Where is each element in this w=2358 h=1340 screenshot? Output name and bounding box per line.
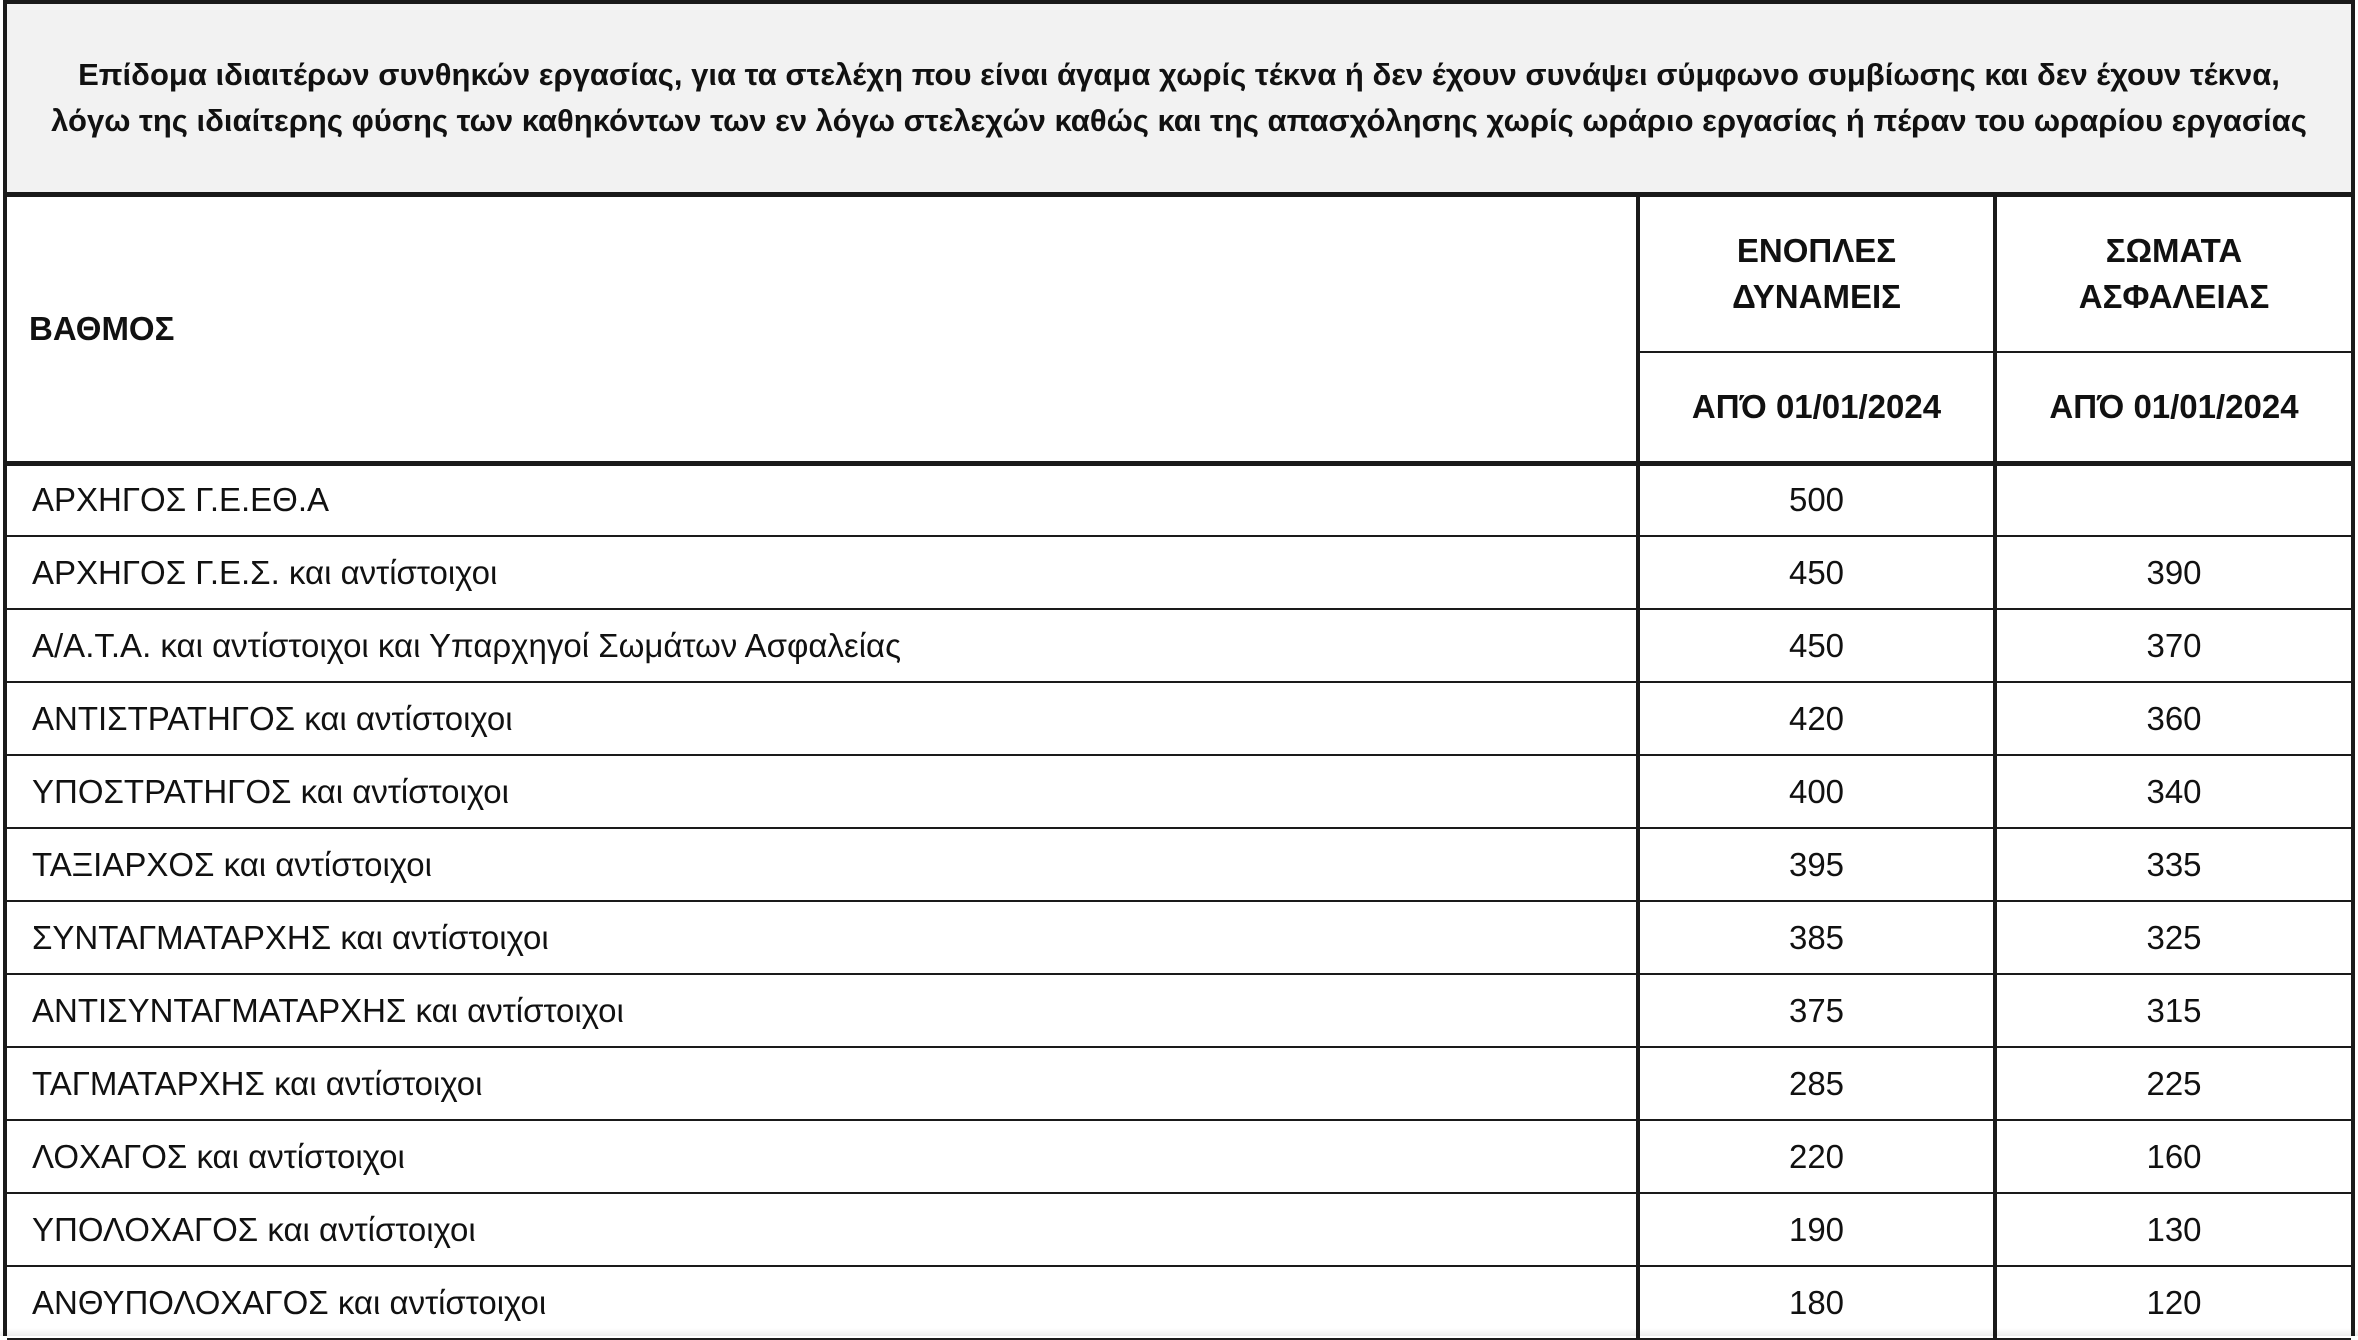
header-security-corps (1995, 197, 2351, 352)
armed-forces-value: 420 (1638, 682, 1995, 755)
table-row (7, 828, 2351, 901)
header-security-line1: ΣΩΜΑΤΑ (2105, 232, 2243, 269)
security-value: 335 (1995, 828, 2351, 901)
table-row (7, 536, 2351, 609)
header-row-groups (7, 197, 2351, 352)
armed-forces-value: 385 (1638, 901, 1995, 974)
security-value: 225 (1995, 1047, 2351, 1120)
table-row (7, 755, 2351, 828)
table-row (7, 463, 2351, 536)
table-row (7, 609, 2351, 682)
armed-forces-value: 500 (1638, 463, 1995, 536)
grade-cell: ΥΠΟΣΤΡΑΤΗΓΟΣ και αντίστοιχοι (7, 755, 1638, 828)
security-value: 120 (1995, 1266, 2351, 1339)
grade-cell: ΛΟΧΑΓΟΣ και αντίστοιχοι (7, 1120, 1638, 1193)
allowance-table-document (3, 0, 2355, 1336)
allowance-table (7, 197, 2351, 1340)
security-value: 390 (1995, 536, 2351, 609)
header-security-date: ΑΠΌ 01/01/2024 (1995, 352, 2351, 463)
armed-forces-value: 190 (1638, 1193, 1995, 1266)
header-grade: ΒΑΘΜΟΣ (7, 197, 1638, 463)
header-armed-forces-line1: ΕΝΟΠΛΕΣ (1736, 232, 1897, 269)
header-security-line2: ΑΣΦΑΛΕΙΑΣ (2078, 278, 2270, 315)
armed-forces-value: 450 (1638, 609, 1995, 682)
armed-forces-value: 180 (1638, 1266, 1995, 1339)
security-value: 340 (1995, 755, 2351, 828)
security-value: 360 (1995, 682, 2351, 755)
grade-cell: ΑΡΧΗΓΟΣ Γ.Ε.ΕΘ.Α (7, 463, 1638, 536)
grade-cell: ΑΡΧΗΓΟΣ Γ.Ε.Σ. και αντίστοιχοι (7, 536, 1638, 609)
grade-cell: ΣΥΝΤΑΓΜΑΤΑΡΧΗΣ και αντίστοιχοι (7, 901, 1638, 974)
grade-cell: Α/Α.Τ.Α. και αντίστοιχοι και Υπαρχηγοί Σωμάτων Ασφαλείας (7, 609, 1638, 682)
security-value: 130 (1995, 1193, 2351, 1266)
header-armed-forces (1638, 197, 1995, 352)
page-bottom-shadow (0, 1328, 2358, 1336)
security-value: 315 (1995, 974, 2351, 1047)
table-row (7, 974, 2351, 1047)
table-title-box (7, 4, 2351, 197)
table-row (7, 1120, 2351, 1193)
security-value: 160 (1995, 1120, 2351, 1193)
header-armed-forces-date: ΑΠΌ 01/01/2024 (1638, 352, 1995, 463)
table-row (7, 901, 2351, 974)
armed-forces-value: 220 (1638, 1120, 1995, 1193)
table-title: Επίδομα ιδιαιτέρων συνθηκών εργασίας, για τα στελέχη που είναι άγαμα χωρίς τέκνα ή δεν έχουν συνάψει σύμφωνο συμβίωσης και δεν έχουν τέκνα, λόγω της ιδιαίτερης φύσης των καθηκόντων των εν λόγω στελεχών καθώς και της απασχόλησης χωρίς ωράριο εργασίας ή πέραν του ωραρίου εργασίας (51, 57, 2307, 138)
armed-forces-value: 285 (1638, 1047, 1995, 1120)
grade-cell: ΑΝΤΙΣΤΡΑΤΗΓΟΣ και αντίστοιχοι (7, 682, 1638, 755)
grade-cell: ΑΝΤΙΣΥΝΤΑΓΜΑΤΑΡΧΗΣ και αντίστοιχοι (7, 974, 1638, 1047)
armed-forces-value: 450 (1638, 536, 1995, 609)
grade-cell: ΤΑΓΜΑΤΑΡΧΗΣ και αντίστοιχοι (7, 1047, 1638, 1120)
armed-forces-value: 400 (1638, 755, 1995, 828)
table-row (7, 1193, 2351, 1266)
armed-forces-value: 395 (1638, 828, 1995, 901)
grade-cell: ΑΝΘΥΠΟΛΟΧΑΓΟΣ και αντίστοιχοι (7, 1266, 1638, 1339)
header-armed-forces-line2: ΔΥΝΑΜΕΙΣ (1732, 278, 1901, 315)
security-value (1995, 463, 2351, 536)
table-row (7, 1047, 2351, 1120)
armed-forces-value: 375 (1638, 974, 1995, 1047)
security-value: 370 (1995, 609, 2351, 682)
grade-cell: ΥΠΟΛΟΧΑΓΟΣ και αντίστοιχοι (7, 1193, 1638, 1266)
table-row (7, 682, 2351, 755)
security-value: 325 (1995, 901, 2351, 974)
grade-cell: ΤΑΞΙΑΡΧΟΣ και αντίστοιχοι (7, 828, 1638, 901)
